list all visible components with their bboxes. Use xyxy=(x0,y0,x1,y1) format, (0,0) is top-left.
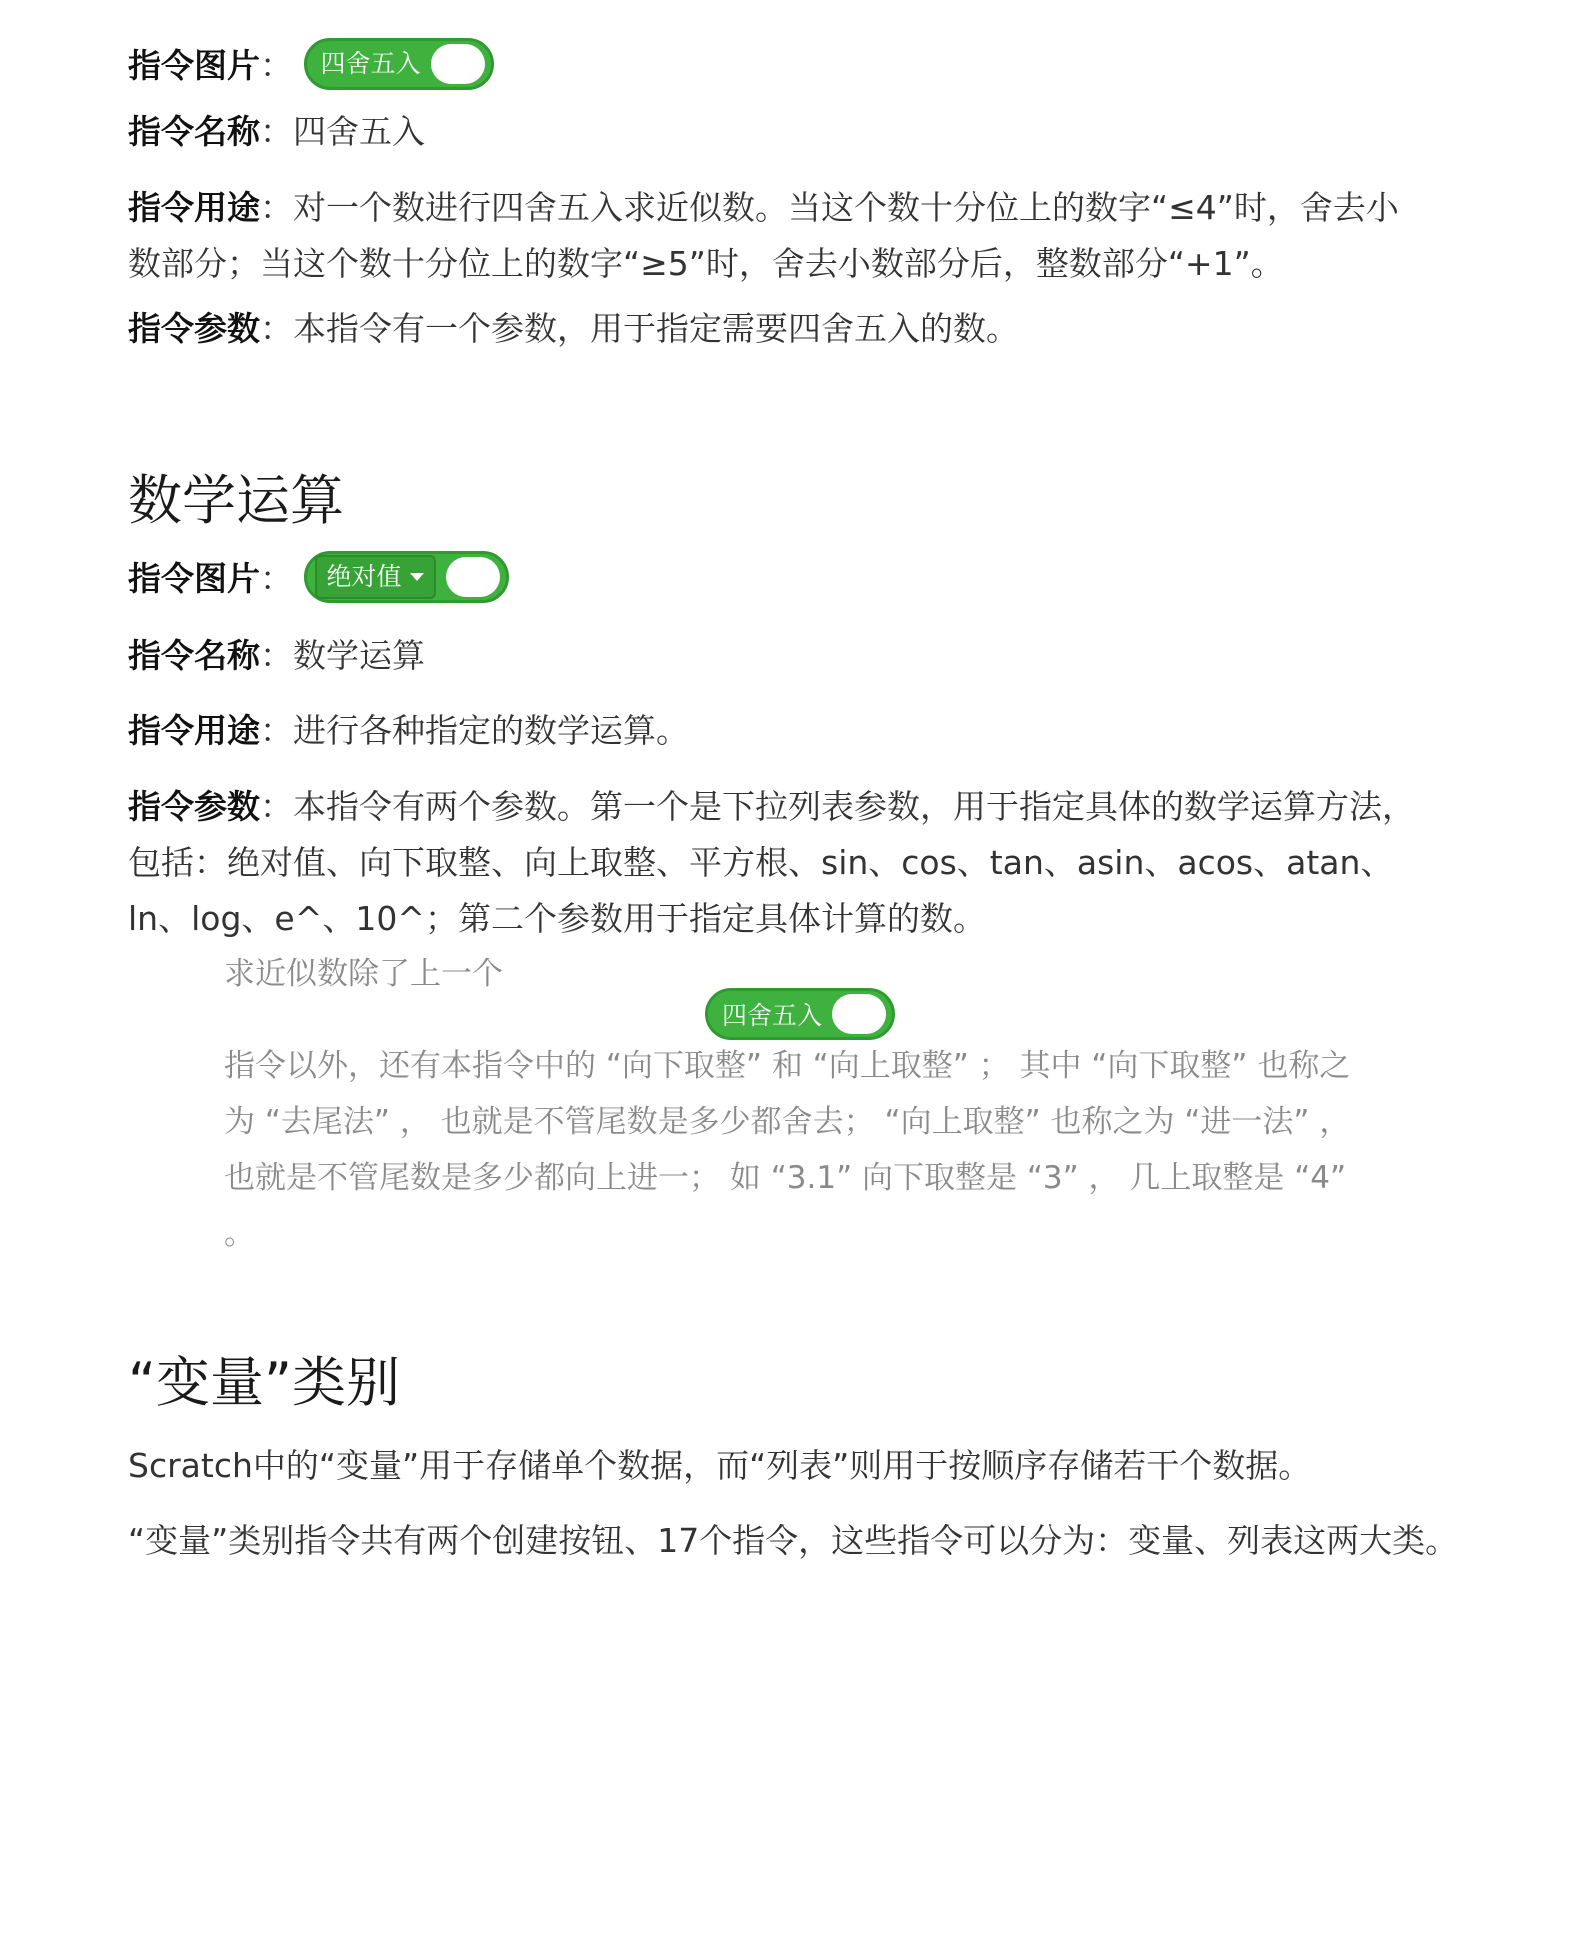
colon: ： xyxy=(260,636,293,675)
math-param-label: 指令参数 xyxy=(128,787,260,826)
math-use-label: 指令用途 xyxy=(128,711,260,750)
math-block-dropdown xyxy=(315,555,436,599)
round-image-row xyxy=(128,38,494,94)
math-use-value: 进行各种指定的数学运算。 xyxy=(293,711,689,750)
variable-paragraph-2 xyxy=(128,1513,1458,1569)
math-param-value: 本指令有两个参数。第一个是下拉列表参数，用于指定具体的数学运算方法，包括：绝对值、向下取整、向上取整、平方根、sin、cos、tan、asin、acos、atan、ln、log、e^、10^；第二个参数用于指定具体计算的数。 xyxy=(128,787,1415,938)
round-name-row xyxy=(128,104,425,160)
round-block-text: 四舍五入 xyxy=(320,48,421,78)
note-round-block-image xyxy=(705,988,895,1040)
math-block-image xyxy=(304,551,509,603)
caret-down-icon xyxy=(410,573,424,581)
round-block-image xyxy=(304,38,494,90)
round-use-value: 对一个数进行四舍五入求近似数。当这个数十分位上的数字“≤4”时，舍去小数部分；当这个数十分位上的数字“≥5”时，舍去小数部分后，整数部分“+1”。 xyxy=(128,188,1399,283)
note-block-wrapper xyxy=(705,992,895,1044)
math-heading: 数学运算 xyxy=(128,469,344,532)
round-param-row xyxy=(128,301,1019,357)
math-dropdown-text: 绝对值 xyxy=(326,561,402,591)
note-first-line: 求近似数除了上一个 xyxy=(224,956,503,992)
math-param-paragraph xyxy=(128,779,1418,947)
variable-p1-text: Scratch中的“变量”用于存储单个数据，而“列表”则用于按顺序存储若干个数据。 xyxy=(128,1446,1312,1485)
math-image-row xyxy=(128,551,509,607)
round-use-paragraph xyxy=(128,180,1418,292)
round-name-value: 四舍五入 xyxy=(293,112,425,151)
math-block-input-slot xyxy=(446,557,500,597)
variable-paragraph-1 xyxy=(128,1438,1311,1494)
variable-heading: “变量”类别 xyxy=(128,1351,400,1414)
math-use-row xyxy=(128,703,689,759)
math-name-row xyxy=(128,628,425,684)
colon: ： xyxy=(260,559,293,598)
round-param-label: 指令参数 xyxy=(128,309,260,348)
note-round-block-text: 四舍五入 xyxy=(722,1001,823,1030)
math-image-label: 指令图片 xyxy=(128,559,260,598)
note-body: 指令以外，还有本指令中的 “向下取整” 和 “向上取整” ； 其中 “向下取整” 也称之为 “去尾法” ， 也就是不管尾数是多少都舍去； “向上取整” 也称之为 “进一法” ， 也就是不管尾数是多少都向上进一； 如 “3.1” 向下取整是 “3” ， 几上取整是 “4” 。 xyxy=(224,1048,1351,1252)
round-name-label: 指令名称 xyxy=(128,112,260,151)
round-image-label: 指令图片 xyxy=(128,46,260,85)
colon: ： xyxy=(260,188,293,227)
variable-p2-text: “变量”类别指令共有两个创建按钮、17个指令，这些指令可以分为：变量、列表这两大类。 xyxy=(128,1521,1459,1560)
math-name-label: 指令名称 xyxy=(128,636,260,675)
note-round-block-slot xyxy=(832,994,886,1034)
math-name-value: 数学运算 xyxy=(293,636,425,675)
round-block-input-slot xyxy=(431,44,485,84)
colon: ： xyxy=(260,309,293,348)
colon: ： xyxy=(260,787,293,826)
colon: ： xyxy=(260,711,293,750)
round-use-label: 指令用途 xyxy=(128,188,260,227)
colon: ： xyxy=(260,112,293,151)
round-param-value: 本指令有一个参数，用于指定需要四舍五入的数。 xyxy=(293,309,1019,348)
colon: ： xyxy=(260,46,293,85)
